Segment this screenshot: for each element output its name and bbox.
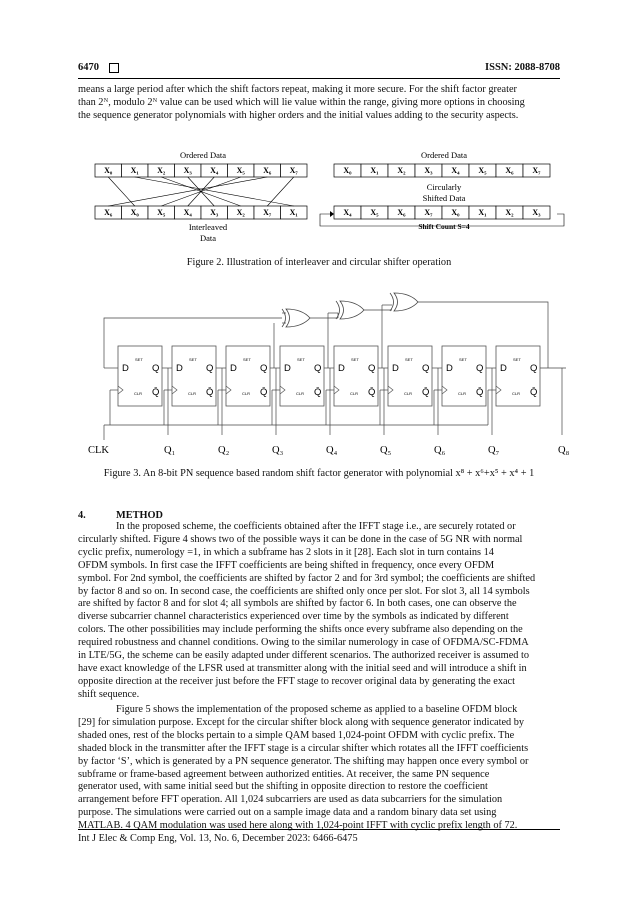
section-heading <box>78 510 163 521</box>
cell-label: X₄ <box>183 208 192 217</box>
ff-qbar-label: Q̄ <box>368 387 376 398</box>
page-number: 6470 <box>78 62 99 73</box>
ff-d-label: D <box>392 363 399 374</box>
output-label: Q₆ <box>434 445 446 456</box>
xor-gate-2-back <box>336 301 340 319</box>
ff-qbar-label: Q̄ <box>260 387 268 398</box>
ff-qbar-label: Q̄ <box>422 387 430 398</box>
text-line: MATLAB. 4 QAM modulation was used here along with 1,024-point IFFT with cyclic prefix length of 72. <box>78 820 518 832</box>
text-line: purpose. The simulations were carried out on a sample image data and a random binary data set using <box>78 807 497 819</box>
fig3-clk-label: CLK <box>88 445 109 456</box>
header-rule <box>78 78 560 79</box>
text-line: arrangement before FFT operation. All 1,024 subcarriers are used as data subcarriers for the simulation <box>78 794 503 806</box>
figure-3-caption: Figure 3. An 8-bit PN sequence based random shift factor generator with polynomial x⁸ + x⁶+x⁵ + x⁴ + 1 <box>103 468 535 479</box>
cell-label: X₁ <box>478 208 487 217</box>
method-paragraph-1 <box>78 521 560 702</box>
text-line: [29] for simulation purpose. Except for the circular shifter block along with sequence generator indicated by <box>78 716 525 728</box>
ff-clr-label: CLR <box>296 391 305 396</box>
ff-d-label: D <box>338 363 345 374</box>
cell-label: X₆ <box>263 166 272 175</box>
output-label: Q₁ <box>164 445 176 456</box>
figure-3 <box>0 285 638 460</box>
ff-q-label: Q <box>422 363 430 374</box>
text-line: circularly shifted. Figure 4 shows two of the possible ways it can be done in the case of 5G NR with normal <box>78 533 523 545</box>
fig2-left-bottom-label: Data <box>199 233 217 243</box>
fig2-right-top-row <box>334 164 550 177</box>
text-line: shift sequence. <box>78 688 140 700</box>
cell-label: X₃ <box>210 208 219 217</box>
xor-gate-1-back <box>282 309 286 327</box>
text-line: OFDM symbols. In first case the IFFT coefficients are being shifted in frequency, once every OFDM <box>78 559 495 571</box>
cell-label: X₄ <box>451 166 460 175</box>
ff-set-label: SET <box>135 357 143 362</box>
cell-label: X₇ <box>532 166 541 175</box>
text-line: cyclic prefix, numerology =1, in which a subframe has 2 slots in it [28]. Each slot in turn contains 14 <box>78 546 494 558</box>
cell-label: X₀ <box>343 166 352 175</box>
ff-d-label: D <box>230 363 237 374</box>
ff-set-label: SET <box>513 357 521 362</box>
cell-label: X₅ <box>370 208 379 217</box>
ff-q-label: Q <box>260 363 268 374</box>
text-line: shaded ones, rest of the blocks pertain to a simple QAM based 1,024-point OFDM with cyclic prefix. The <box>78 729 515 741</box>
cell-label: X₃ <box>532 208 541 217</box>
square-icon <box>109 63 119 73</box>
cell-label: X₄ <box>210 166 219 175</box>
ff-clr-label: CLR <box>188 391 197 396</box>
xor-gate-2 <box>340 301 364 319</box>
text-line: means a large period after which the shift factors repeat, making it more secure. For the shift factor greater <box>78 84 517 95</box>
cell-label: X₁ <box>370 166 379 175</box>
fig2-interleave-lines <box>108 177 294 206</box>
ff-d-label: D <box>122 363 129 374</box>
cell-label: X₆ <box>104 208 113 217</box>
fig2-right-bottom-row <box>334 206 550 219</box>
cell-label: X₁ <box>130 166 139 175</box>
fig3-output-labels <box>164 445 570 456</box>
output-label: Q₂ <box>218 445 230 456</box>
cell-label: X₅ <box>478 166 487 175</box>
ff-set-label: SET <box>297 357 305 362</box>
ff-d-label: D <box>446 363 453 374</box>
output-label: Q₇ <box>488 445 500 456</box>
xor-gate-3 <box>394 293 418 311</box>
ff-q-label: Q <box>206 363 214 374</box>
cell-label: X₇ <box>289 166 298 175</box>
output-label: Q₄ <box>326 445 338 456</box>
ff-set-label: SET <box>351 357 359 362</box>
ff-qbar-label: Q̄ <box>476 387 484 398</box>
text-line: by factor ‘S’, which is generated by a PN sequence generator. The shifting may happen once every symbol or <box>78 755 529 767</box>
fig3-flip-flops <box>118 346 540 406</box>
fig2-right-top-label: Ordered Data <box>420 150 468 160</box>
cell-label: X₄ <box>343 208 352 217</box>
fig2-arrowhead <box>330 211 334 217</box>
ff-q-label: Q <box>152 363 160 374</box>
text-line: generator used, with same initial seed but the shifting in opposite direction to restore the coefficient <box>78 781 488 793</box>
cell-label: X₃ <box>424 166 433 175</box>
footer-rule <box>78 829 560 830</box>
text-line: in LTE/5G, the scheme can be easily adapted under different scenarios. The authorized receiver is assumed to <box>78 650 529 662</box>
issn: ISSN: 2088-8708 <box>485 62 560 73</box>
ff-set-label: SET <box>243 357 251 362</box>
cell-label: X₂ <box>236 208 245 217</box>
cell-label: X₂ <box>157 166 166 175</box>
text-line: Figure 5 shows the implementation of the proposed scheme as applied to a baseline OFDM block <box>116 704 518 715</box>
ff-qbar-label: Q̄ <box>530 387 538 398</box>
cell-label: X₁ <box>289 208 298 217</box>
fig2-left-top-label: Ordered Data <box>179 150 227 160</box>
text-line: are shifted by factor 8 and for slot 4; all symbols are shifted by factor 6. In both cases, one can observe the <box>78 598 517 610</box>
page-header <box>78 62 560 73</box>
ff-clr-label: CLR <box>350 391 359 396</box>
text-line: subframe or frame-based agreement between authorized entities. At receiver, the same PN sequence <box>78 768 490 780</box>
ff-q-label: Q <box>476 363 484 374</box>
interleave-line <box>108 177 267 206</box>
cell-label: X₆ <box>397 208 406 217</box>
ff-d-label: D <box>284 363 291 374</box>
ff-q-label: Q <box>368 363 376 374</box>
ff-clr-label: CLR <box>134 391 143 396</box>
figure-2-caption: Figure 2. Illustration of interleaver and circular shifter operation <box>186 257 452 268</box>
fig3-xor-gates <box>282 293 418 327</box>
cell-label: X₀ <box>130 208 139 217</box>
figure-2 <box>0 140 638 250</box>
fig2-left-bottom-label: Interleaved <box>188 222 228 232</box>
xor-gate-3-back <box>390 293 394 311</box>
text-line: diverse subcarrier channel characteristics experienced over time by the symbols as indicated by different <box>78 611 509 623</box>
cell-label: X₀ <box>104 166 113 175</box>
ff-clr-label: CLR <box>512 391 521 396</box>
text-line: opposite direction at the receiver just before the FFT stage to recover original data by generating the exact <box>78 675 515 687</box>
cell-label: X₇ <box>424 208 433 217</box>
cell-label: X₂ <box>505 208 514 217</box>
text-line: have exact knowledge of the LFSR used at transmitter along with the initial seed and will introduce a shift in <box>78 662 527 674</box>
footer: Int J Elec & Comp Eng, Vol. 13, No. 6, December 2023: 6466-6475 <box>78 833 358 844</box>
ff-set-label: SET <box>459 357 467 362</box>
cell-label: X₀ <box>451 208 460 217</box>
text-line: shaded block in the transmitter after the IFFT stage is a circular shifter which rotates all the IFFT coefficients <box>78 742 529 754</box>
ff-d-label: D <box>176 363 183 374</box>
cell-label: X₇ <box>263 208 272 217</box>
fig2-left-bottom-row <box>95 206 307 219</box>
cell-label: X₆ <box>505 166 514 175</box>
ff-qbar-label: Q̄ <box>206 387 214 398</box>
ff-set-label: SET <box>405 357 413 362</box>
section-title: METHOD <box>116 510 163 521</box>
fig2-right-mid-label: Shifted Data <box>422 193 466 203</box>
cell-label: X₅ <box>236 166 245 175</box>
text-line: than 2ᴺ, modulo 2ᴺ value can be used which will lie value within the range, giving more options in choosing <box>78 96 525 108</box>
interleave-line <box>135 177 294 206</box>
cell-label: X₅ <box>157 208 166 217</box>
ff-clr-label: CLR <box>458 391 467 396</box>
text-line: colors. The other possibilities may include performing the shifts once every subframe also depending on the <box>78 624 523 636</box>
interleave-line <box>267 177 294 206</box>
ff-set-label: SET <box>189 357 197 362</box>
output-label: Q₈ <box>558 445 570 456</box>
ff-clr-label: CLR <box>404 391 413 396</box>
output-label: Q₃ <box>272 445 284 456</box>
fig2-left-top-row <box>95 164 307 177</box>
text-line: symbol. For 2nd symbol, the coefficients are shifted by factor 2 and for 3rd symbol; the coefficients are shifted <box>78 572 536 584</box>
xor-gate-1 <box>286 309 310 327</box>
fig2-shift-count: Shift Count S=4 <box>418 222 470 231</box>
intro-paragraph <box>78 84 560 123</box>
output-label: Q₅ <box>380 445 392 456</box>
ff-q-label: Q <box>530 363 538 374</box>
ff-clr-label: CLR <box>242 391 251 396</box>
section-number: 4. <box>78 510 86 521</box>
text-line: required robustness and channel conditions. Owing to the similar numerology in case of OFDMA/SC-FDMA <box>78 637 529 649</box>
text-line: by factor 8 and so on. In second case, the coefficients are shifted only once per slot. For slot 3, all 14 symbols <box>78 585 530 597</box>
cell-label: X₃ <box>183 166 192 175</box>
ff-qbar-label: Q̄ <box>314 387 322 398</box>
cell-label: X₂ <box>397 166 406 175</box>
ff-d-label: D <box>500 363 507 374</box>
ff-qbar-label: Q̄ <box>152 387 160 398</box>
fig2-right-mid-label: Circularly <box>426 182 462 192</box>
method-paragraph-2 <box>78 704 560 833</box>
text-line: In the proposed scheme, the coefficients obtained after the IFFT stage i.e., are securely rotated or <box>116 521 516 532</box>
text-line: the sequence generator polynomials with higher orders and the initial values adding to the security aspects. <box>78 109 519 121</box>
ff-q-label: Q <box>314 363 322 374</box>
